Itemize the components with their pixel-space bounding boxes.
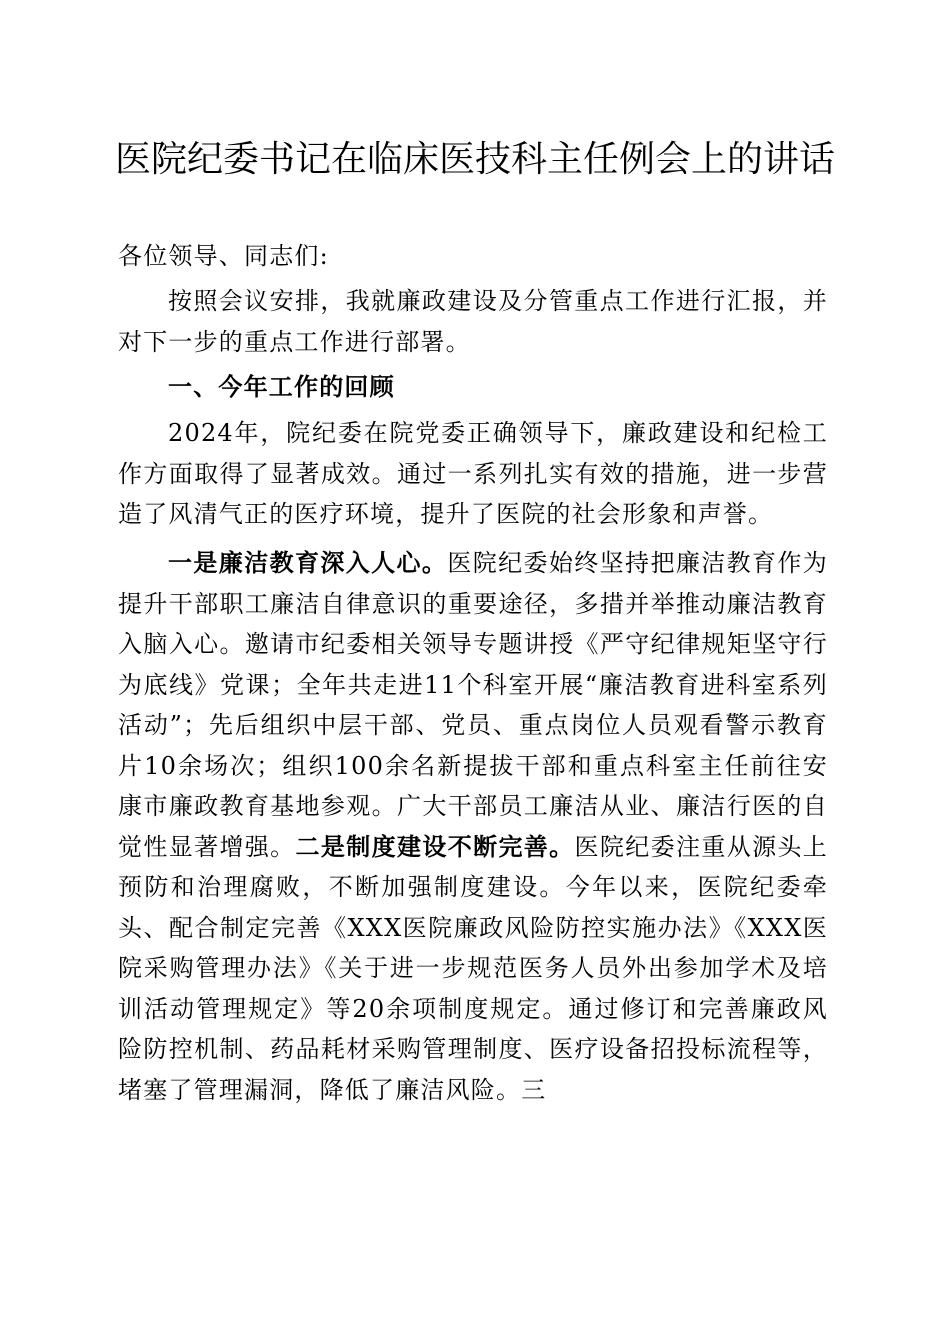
section-heading: 一、今年工作的回顾 [168, 373, 395, 401]
point1-body: 医院纪委始终坚持把廉洁教育作为提升干部职工廉洁自律意识的重要途径，多措并举推动廉洁教育入脑入心。邀请市纪委相关领导专题讲授《严守纪律规矩坚守行为底线》党课；全年共走进11个科室开展“廉洁教育进科室系列活动”；先后组织中层干部、党员、重点岗位人员观看警示教育片10余场次；组织100余名新提拔干部和重点科室主任前往安康市廉政教育基地参观。广大干部员工廉洁从业、廉洁行医的自觉性显著增强。 [118, 549, 828, 861]
point2-body: 医院纪委注重从源头上预防和治理腐败，不断加强制度建设。今年以来，医院纪委牵头、配合制定完善《XXX医院廉政风险防控实施办法》《XXX医院采购管理办法》《关于进一步规范医务人员外出参加学术及培训活动管理规定》等20余项制度规定。通过修订和完善廉政风险防控机制、药品耗材采购管理制度、医疗设备招投标流程等，堵塞了管理漏洞，降低了廉洁风险。 [118, 832, 829, 1104]
review-paragraph: 2024年，院纪委在院党委正确领导下，廉政建设和纪检工作方面取得了显著成效。通过一系列扎实有效的措施，进一步营造了风清气正的医疗环境，提升了医院的社会形象和声誉。 [118, 419, 828, 528]
point3-start: 三 [521, 1075, 547, 1104]
point2-title: 二是制度建设不断完善。 [295, 832, 575, 861]
document-title: 医院纪委书记在临床医技科主任例会上的讲话 [114, 139, 835, 180]
intro-paragraph: 按照会议安排，我就廉政建设及分管重点工作进行汇报，并对下一步的重点工作进行部署。 [118, 287, 828, 356]
point1-title: 一是廉洁教育深入人心。 [168, 549, 448, 577]
salutation: 各位领导、同志们: [118, 242, 329, 270]
points-paragraph [118, 543, 828, 1110]
